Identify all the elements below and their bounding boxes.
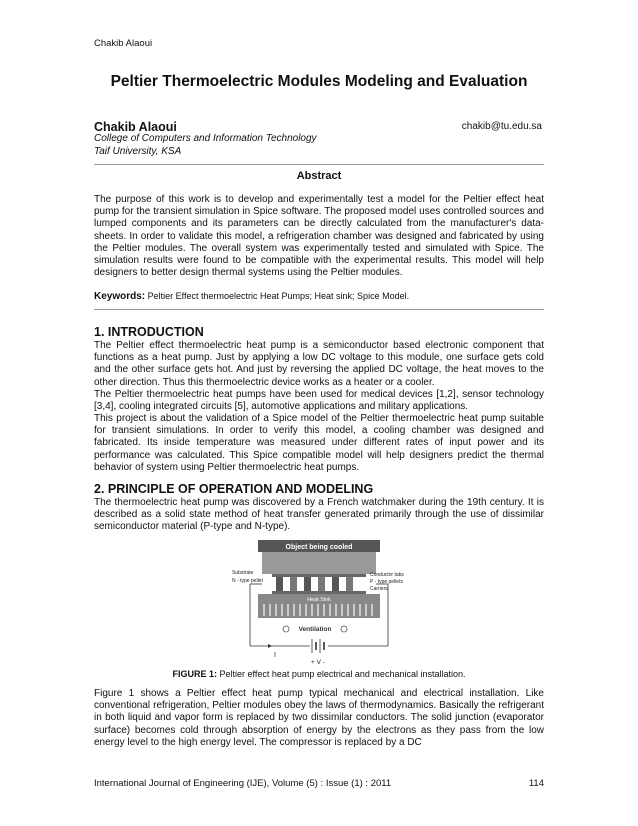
n-pellet-label: N - type pellet [232, 578, 263, 584]
keywords-line [94, 291, 409, 302]
author-name: Chakib Alaoui [94, 120, 177, 134]
heat-sink-label: Heat Sink [307, 597, 331, 603]
pellets [276, 577, 353, 591]
section-1-paragraph-2: The Peltier thermoelectric heat pumps have been used for medical devices [1,2], sensor technology [3,4], cooling integrated circuits [5], automotive applications and military applications. [94, 389, 544, 413]
section-1-paragraph-3: This project is about the validation of a Spice model of the Peltier thermoelectric heat pump suitable for transient simulations. In order to verify this model, a cooling chamber was designed and fabricated. Its inside temperature was measured under different rates of input power and its performance was calculated. This Spice compatible model will help designers predict the thermal behavior of system using Peltier thermoelectric heat pumps. [94, 413, 544, 473]
abstract-heading: Abstract [296, 170, 342, 182]
p-pellets-label: P - type pellets [370, 579, 403, 585]
keywords-text: Peltier Effect thermoelectric Heat Pumps; Heat sink; Spice Model. [147, 291, 410, 301]
paper-title: Peltier Thermoelectric Modules Modeling and Evaluation [110, 73, 528, 90]
footer-journal: International Journal of Engineering (IJE), Volume (5) : Issue (1) : 2011 [94, 778, 392, 789]
footer-page-number: 114 [528, 778, 544, 789]
current-arrow-icon [268, 644, 272, 648]
figure-1-caption-text: Peltier effect heat pump electrical and mechanical installation. [219, 669, 466, 679]
substrate-label: Substrate [232, 570, 254, 576]
section-2-heading: 2. PRINCIPLE OF OPERATION AND MODELING [94, 482, 374, 496]
substrate-bottom [272, 591, 366, 594]
divider-bottom [94, 309, 544, 310]
conductor-tabs-label: Conductor tabs [370, 572, 404, 578]
fan-left-icon [283, 626, 289, 632]
fan-right-icon [341, 626, 347, 632]
affiliation-line-2: Taif University, KSA [94, 146, 182, 157]
section-1-heading: 1. INTRODUCTION [94, 325, 204, 339]
carriers-label: Carriers [370, 586, 388, 592]
cold-plate [262, 552, 376, 574]
page-footer [94, 778, 544, 789]
battery-icon [312, 639, 324, 653]
section-2-paragraph-2: Figure 1 shows a Peltier effect heat pump typical mechanical and electrical installation. Like conventional refrigeration, Peltier modules obey the laws of thermodynamics. Basically the refrigerant in both liquid and vapor form is replaced by two dissimilar conductors. The solid junction (evaporator surface) becomes cold through absorption of energy by the electrons as they pass from the low energy level to the high energy level. The compressor is replaced by a DC [94, 688, 544, 748]
object-label: Object being cooled [285, 544, 353, 551]
ventilation-label: Ventilation [298, 626, 332, 633]
section-1-paragraph-1: The Peltier effect thermoelectric heat pump is a semiconductor based electronic component that functions as a heat pump. Just by applying a low DC voltage to this module, one surface gets cold and the other surface gets hot. And just by reversing the applied DC voltage, the heat moves to the other direction. Thus this thermoelectric device works as a heater or a cooler. [94, 340, 544, 388]
figure-1-caption [0, 669, 638, 679]
keywords-label: Keywords: [94, 291, 146, 302]
running-header: Chakib Alaoui [94, 38, 153, 49]
figure-1-diagram [222, 538, 417, 666]
author-email: chakib@tu.edu.sa [461, 121, 542, 132]
abstract-text: The purpose of this work is to develop and experimentally test a model for the Peltier effect heat pump for the transient simulation in Spice software. The proposed model uses controlled sources and lumped components and its parameters can be directly calculated from the manufacturer's data-sheets. In order to validate this model, a refrigeration chamber was designed and fabricated by using the Peltier modules. The overall system was experimentally tested and simulated with Spice. The simulation results were found to be compatible with the experimental results. This model will help designers to better design thermal systems using the Peltier modules. [94, 194, 544, 279]
divider-top [94, 164, 544, 165]
section-2-paragraph-1: The thermoelectric heat pump was discovered by a French watchmaker during the 19th century. It is described as a solid state method of heat transfer generated primarily through the use of dissimilar semiconductor material (P-type and N-type). [94, 497, 544, 533]
current-label: I [274, 652, 276, 659]
affiliation-line-1: College of Computers and Information Technology [94, 133, 317, 144]
substrate-top [272, 574, 366, 577]
voltage-label: + V - [311, 659, 325, 666]
figure-1-caption-label: FIGURE 1: [172, 669, 217, 679]
